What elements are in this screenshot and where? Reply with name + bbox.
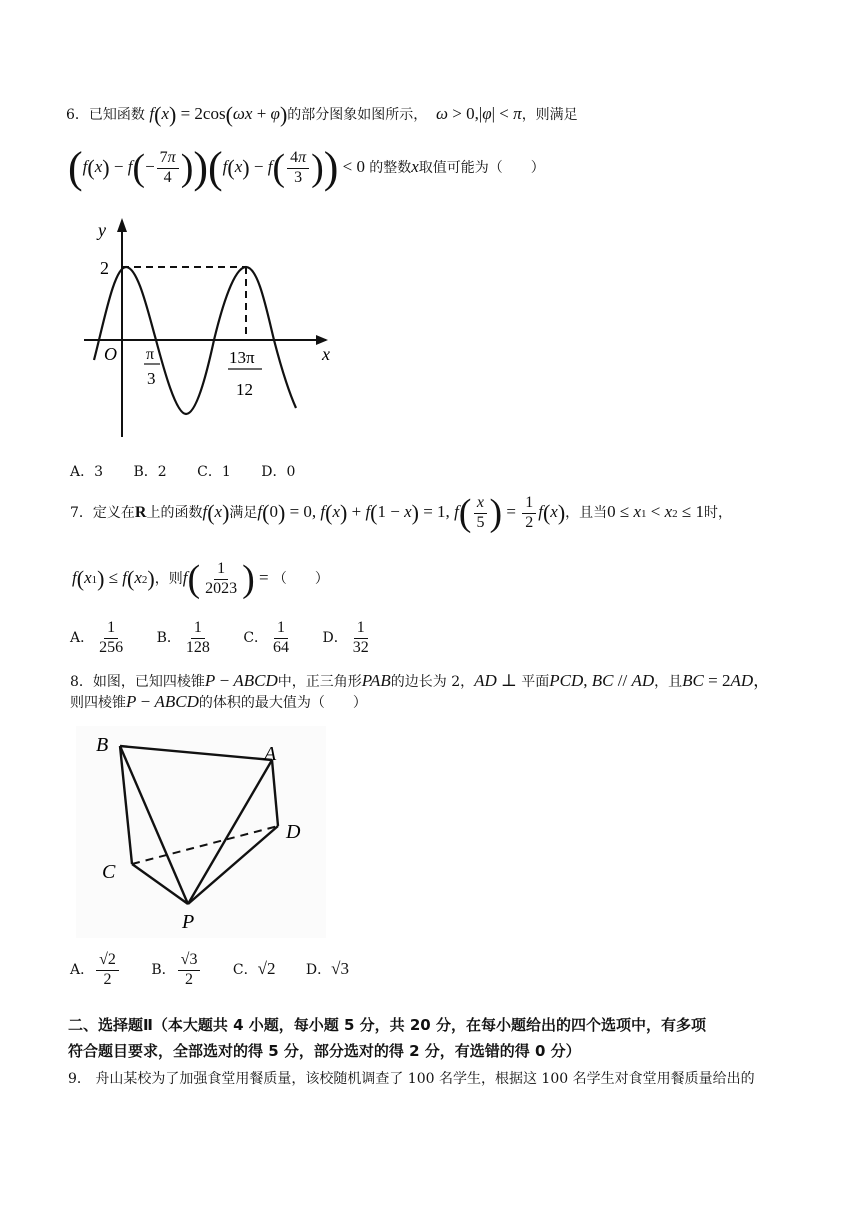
q8-pyramid-figure [76, 726, 326, 938]
origin-label: O [104, 344, 117, 364]
q6-option-a[interactable]: A．3 [70, 464, 104, 480]
q8-line2: 则四棱锥P − ABCD的体积的最大值为（ ） [70, 692, 367, 711]
tick-13pi12-den: 12 [236, 380, 253, 399]
section-2-heading-line2: 符合题目要求，全部选对的得 5 分，部分选对的得 2 分，有选错的得 0 分） [68, 1042, 581, 1060]
q7-option-a[interactable]: A． $\frac{1}{256}$ [70, 619, 124, 656]
x-axis-label: x [322, 344, 330, 364]
q7-option-c[interactable]: C． $\frac{1}{64}$ [243, 619, 290, 656]
y-axis-label: y [98, 220, 106, 240]
q6-option-b[interactable]: B．2 [133, 464, 167, 480]
q7-option-d[interactable]: D． $\frac{1}{32}$ [322, 619, 369, 656]
q6-conditions: ω [431, 104, 448, 123]
q8-option-c[interactable]: C．√2 [232, 959, 276, 979]
q8-options [70, 952, 349, 989]
q6-function-def: f [149, 104, 155, 123]
vertex-A-label: A [264, 743, 277, 765]
y-axis-arrow [117, 218, 127, 232]
q8-option-a[interactable]: A． $\frac{√2}{2}$ [70, 962, 121, 978]
q6-line1: 6．已知函数 f(x) = 2cos(ωx + φ)的部分图象如图所示， ω > 0,|φ| < π，则满足 [66, 102, 578, 127]
vertex-B-label: B [96, 734, 109, 756]
q6-options [70, 461, 295, 481]
vertex-D-label: D [286, 821, 301, 843]
q8-option-d[interactable]: D．√3 [305, 959, 349, 979]
vertex-P-label: P [182, 911, 195, 933]
tick-13pi12-num: 13π [229, 348, 255, 367]
q8-option-b[interactable]: B． $\frac{√3}{2}$ [151, 962, 202, 978]
tick-pi3-den: 3 [147, 369, 156, 388]
q8-line1: 8．如图，已知四棱锥P − ABCD中，正三角形PAB的边长为 2，AD ⊥ 平面PCD, BC // AD，且BC = 2AD， [70, 671, 771, 690]
q7-line2: f(x1) ≤ f(x2)，则f( $\frac{1}{2023}$ ) = （ ） [72, 558, 329, 600]
section-2-heading-line1: 二、选择题Ⅱ（本大题共 4 小题，每小题 5 分，共 20 分，在每小题给出的四个选项中，有多项 [68, 1016, 706, 1034]
q6-cosine-graph [76, 212, 346, 452]
vertex-C-label: C [102, 861, 116, 883]
q7-option-b[interactable]: B． $\frac{1}{128}$ [156, 619, 210, 656]
q9-line1: 9． 舟山某校为了加强食堂用餐质量，该校随机调查了 100 名学生，根据这 100 名学生对食堂用餐质量给出的 [68, 1071, 755, 1087]
q6-option-d[interactable]: D．0 [261, 464, 296, 480]
q6-line2: (f(x) − f(− $\frac{7\pi}{4}$ ))(f(x) − f( $\frac{4\pi}{3}$ )) < 0 的整数x取值可能为（ ） [68, 143, 545, 192]
q7-options [70, 620, 374, 657]
peak-label: 2 [100, 258, 109, 278]
tick-pi3-num: π [146, 346, 155, 363]
q6-option-c[interactable]: C．1 [197, 464, 231, 480]
q7-line1: 7．定义在R上的函数f(x)满足f(0) = 0, f(x) + f(1 − x) = 1, f( $\frac{x}{5}$ ) = $\frac{1}{2}$ f(x)，且当0 ≤ x1 < x2 ≤ 1时， [70, 492, 733, 534]
